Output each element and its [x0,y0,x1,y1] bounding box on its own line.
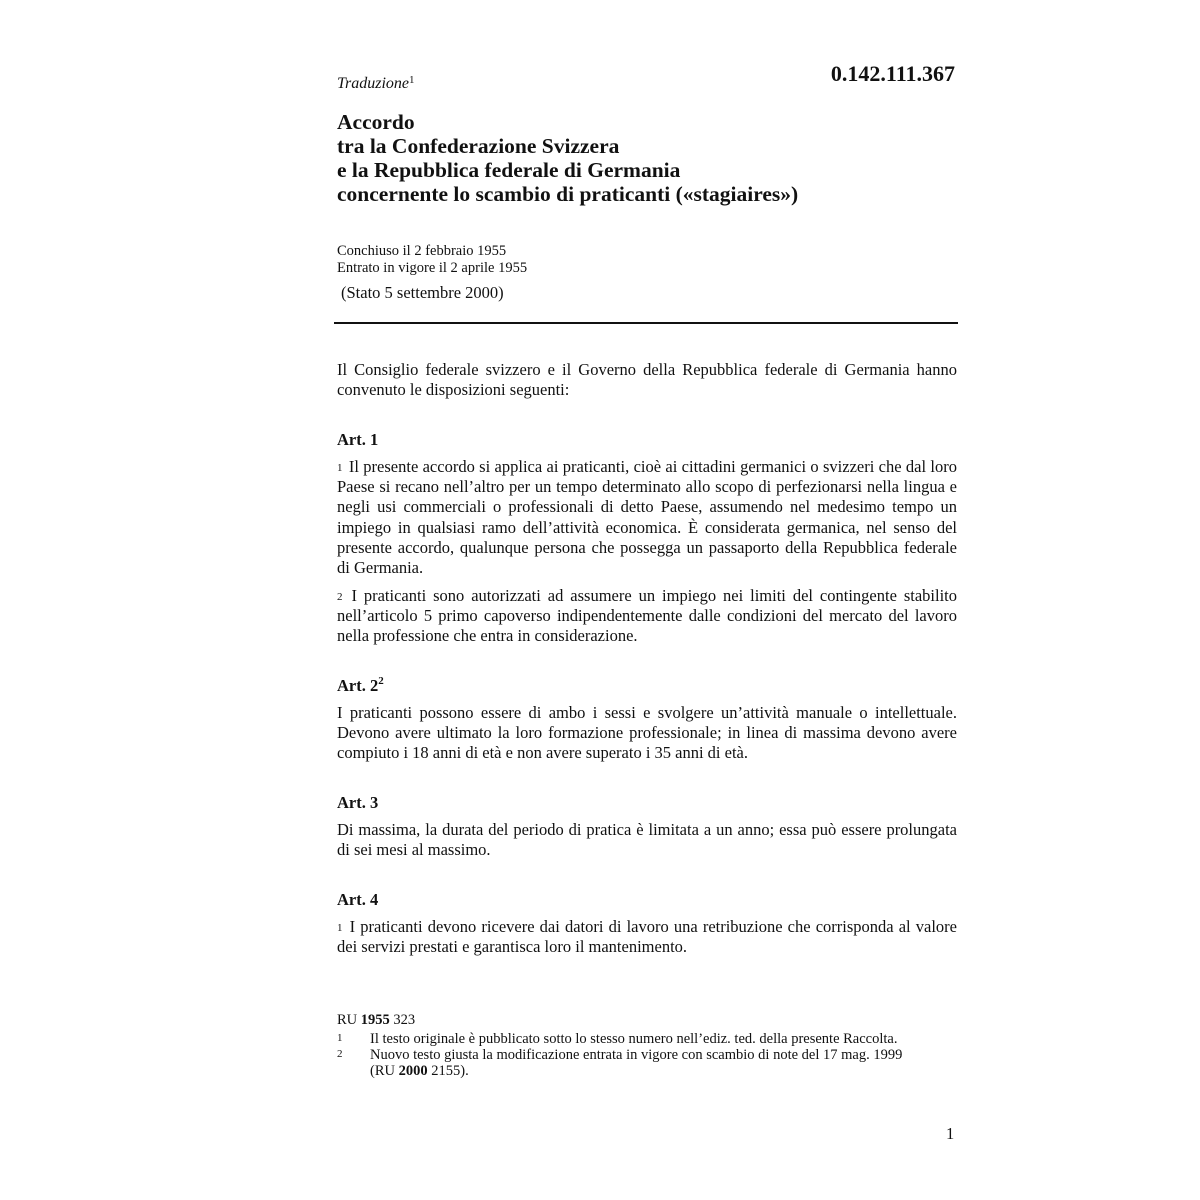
footnotes [337,1012,957,1079]
footnote-number: 1 [337,1032,343,1044]
translation-label: Traduzione [337,75,410,92]
article-2-heading [337,676,384,696]
title-line: concernente lo scambio di praticanti («stagiaires») [337,182,799,206]
paragraph-text: I praticanti devono ricevere dai datori di lavoro una retribuzione che corrisponda al valore dei servizi prestati e garantisca loro il mantenimento. [337,917,958,957]
ru-reference [337,1012,957,1028]
preamble-text: Il Consiglio federale svizzero e il Governo della Repubblica federale di Germania hanno convenuto le disposizioni seguenti: [337,360,957,400]
status-date: (Stato 5 settembre 2000) [341,283,504,302]
footnote-1 [337,1031,957,1047]
paragraph-text: Il presente accordo si applica ai praticanti, cioè ai cittadini germanici o svizzeri che dal loro Paese si recano nell’altro per un tempo determinato allo scopo di perfezionarsi nella lingua e negli usi commerciali o professionali di detto Paese, assumendo nel medesimo tempo un impiego in qualsiasi ramo dell’attività economica. È considerata germanica, nel senso del presente accordo, qualunque persona che possegga un passaporto della Repubblica federale di Germania. [337,457,958,578]
concluded-date: Conchiuso il 2 febbraio 1955 [337,243,507,259]
ru-prefix: RU [337,1012,358,1028]
paragraph-text: I praticanti sono autorizzati ad assumere un impiego nei limiti del contingente stabilito nell’articolo 5 primo capoverso indipendentemente dalle condizioni del mercato del lavoro nella professione che entra in considerazione. [337,586,957,646]
article-heading-text: Art. 4 [337,890,379,909]
footnote-text: Il testo originale è pubblicato sotto lo stesso numero nell’ediz. ted. della presente Raccolta. [370,1031,898,1047]
ru-page: 323 [393,1012,416,1028]
article-paragraph [337,586,957,647]
article-1-body [337,457,957,578]
paragraph-number: 1 [337,922,343,934]
footnote-text: Nuovo testo giusta la modificazione entrata in vigore con scambio di note del 17 mag. 1999 (RU 2000 2155). [370,1047,903,1079]
footnote-ref-2[interactable]: 2 [378,675,384,687]
title-line: tra la Confederazione Svizzera [337,134,620,158]
footnote-2 [337,1047,957,1079]
in-force-date: Entrato in vigore il 2 aprile 1955 [337,260,528,276]
article-paragraph [337,917,957,957]
title-line: e la Repubblica federale di Germania [337,158,681,182]
footnote-number: 2 [337,1048,343,1060]
dates-block [337,243,527,277]
header-divider [334,322,958,324]
article-3-heading [337,793,378,813]
article-1-body-2 [337,586,957,647]
article-3-body [337,820,957,860]
article-4-heading [337,890,378,910]
article-heading-text: Art. 1 [337,430,379,449]
article-4-body [337,917,957,957]
article-2-body [337,703,957,764]
footnote-ref-1[interactable]: 1 [409,74,415,86]
ru-year: 1955 [360,1012,390,1028]
article-paragraph [337,457,957,578]
preamble [337,360,957,400]
article-heading-text: Art. 2 [337,676,379,695]
page-number: 1 [946,1124,955,1143]
paragraph-number: 1 [337,462,343,474]
title-line: Accordo [337,110,415,134]
translation-note [337,75,415,93]
article-heading-text: Art. 3 [337,793,379,812]
document-title [337,110,957,206]
sr-number: 0.142.111.367 [830,61,955,86]
paragraph-text: Di massima, la durata del periodo di pratica è limitata a un anno; essa può essere prolungata di sei mesi al massimo. [337,820,957,860]
paragraph-number: 2 [337,591,343,603]
article-1-heading [337,430,378,450]
paragraph-text: I praticanti possono essere di ambo i sessi e svolgere un’attività manuale o intellettuale. Devono avere ultimato la loro formazione professionale; in linea di massima devono avere compiuto i 18 anni di età e non avere superato i 35 anni di età. [337,703,957,763]
